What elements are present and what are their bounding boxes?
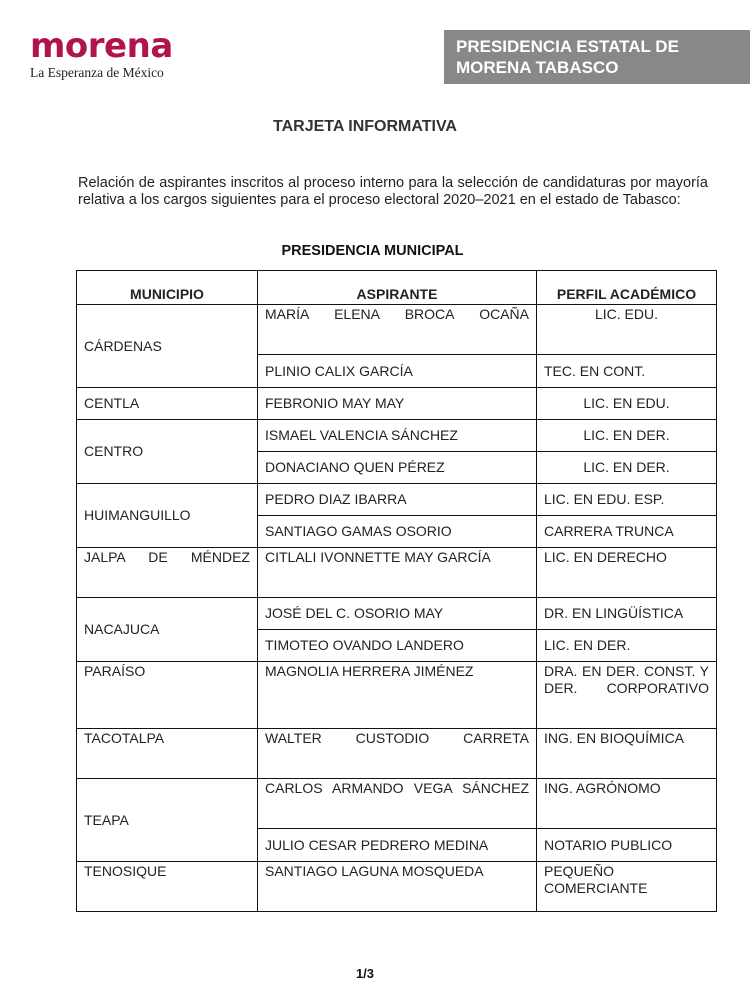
header-municipio: MUNICIPIO [77,271,258,305]
cell-aspirante: MARÍA ELENA BROCA OCAÑA [258,305,537,355]
cell-municipio: TENOSIQUE [77,862,258,912]
table-header-row [77,271,717,305]
cell-municipio: CÁRDENAS [77,305,258,388]
cell-perfil: ING. AGRÓNOMO [537,779,717,829]
cell-aspirante: TIMOTEO OVANDO LANDERO [258,630,537,662]
cell-aspirante: MAGNOLIA HERRERA JIMÉNEZ [258,662,537,729]
banner-line-2: MORENA TABASCO [456,58,619,77]
cell-perfil: TEC. EN CONT. [537,355,717,388]
cell-aspirante: CITLALI IVONNETTE MAY GARCÍA [258,548,537,598]
table-row [77,548,717,598]
cell-perfil: PEQUEÑO COMERCIANTE [537,862,717,912]
cell-perfil: DRA. EN DER. CONST. Y DER. CORPORATIVO [537,662,717,729]
header-perfil: PERFIL ACADÉMICO [537,271,717,305]
cell-aspirante: FEBRONIO MAY MAY [258,388,537,420]
cell-aspirante: SANTIAGO LAGUNA MOSQUEDA [258,862,537,912]
cell-aspirante: PLINIO CALIX GARCÍA [258,355,537,388]
table-row [77,388,717,420]
intro-paragraph: Relación de aspirantes inscritos al proceso interno para la selección de candidaturas por mayoría relativa a los cargos siguientes para el proceso electoral 2020–2021 en el estado de Tabasco: [78,175,708,208]
table-row [77,305,717,355]
cell-municipio: CENTRO [77,420,258,484]
cell-perfil: ING. EN BIOQUÍMICA [537,729,717,779]
cell-perfil: NOTARIO PUBLICO [537,829,717,862]
cell-perfil: LIC. EN DER. [537,452,717,484]
cell-municipio: CENTLA [77,388,258,420]
cell-perfil: LIC. EN EDU. ESP. [537,484,717,516]
logo-wordmark: morena [30,26,173,66]
cell-municipio: PARAÍSO [77,662,258,729]
cell-municipio: JALPA DE MÉNDEZ [77,548,258,598]
table-row [77,662,717,729]
table-row [77,779,717,829]
cell-aspirante: DONACIANO QUEN PÉREZ [258,452,537,484]
cell-municipio: TACOTALPA [77,729,258,779]
cell-municipio: NACAJUCA [77,598,258,662]
morena-logo [30,28,173,81]
table-row [77,420,717,452]
cell-perfil: LIC. EN EDU. [537,388,717,420]
cell-perfil: CARRERA TRUNCA [537,516,717,548]
cell-municipio: TEAPA [77,779,258,862]
cell-perfil: LIC. EN DERECHO [537,548,717,598]
candidates-table [76,270,717,912]
header-banner [444,30,750,84]
cell-aspirante: CARLOS ARMANDO VEGA SÁNCHEZ [258,779,537,829]
cell-perfil: LIC. EDU. [537,305,717,355]
cell-aspirante: JULIO CESAR PEDRERO MEDINA [258,829,537,862]
cell-aspirante: SANTIAGO GAMAS OSORIO [258,516,537,548]
document-title: TARJETA INFORMATIVA [273,118,457,135]
cell-aspirante: ISMAEL VALENCIA SÁNCHEZ [258,420,537,452]
cell-aspirante: JOSÉ DEL C. OSORIO MAY [258,598,537,630]
banner-line-1: PRESIDENCIA ESTATAL DE [456,37,679,56]
header-aspirante: ASPIRANTE [258,271,537,305]
cell-perfil: LIC. EN DER. [537,630,717,662]
table-row [77,484,717,516]
cell-perfil: LIC. EN DER. [537,420,717,452]
cell-aspirante: WALTER CUSTODIO CARRETA [258,729,537,779]
cell-aspirante: PEDRO DIAZ IBARRA [258,484,537,516]
section-title: PRESIDENCIA MUNICIPAL [281,243,464,259]
cell-municipio: HUIMANGUILLO [77,484,258,548]
table-row [77,729,717,779]
page-number: 1/3 [355,966,375,981]
cell-perfil: DR. EN LINGÜÍSTICA [537,598,717,630]
table-row [77,598,717,630]
logo-tagline: La Esperanza de México [30,65,164,80]
table-row [77,862,717,912]
